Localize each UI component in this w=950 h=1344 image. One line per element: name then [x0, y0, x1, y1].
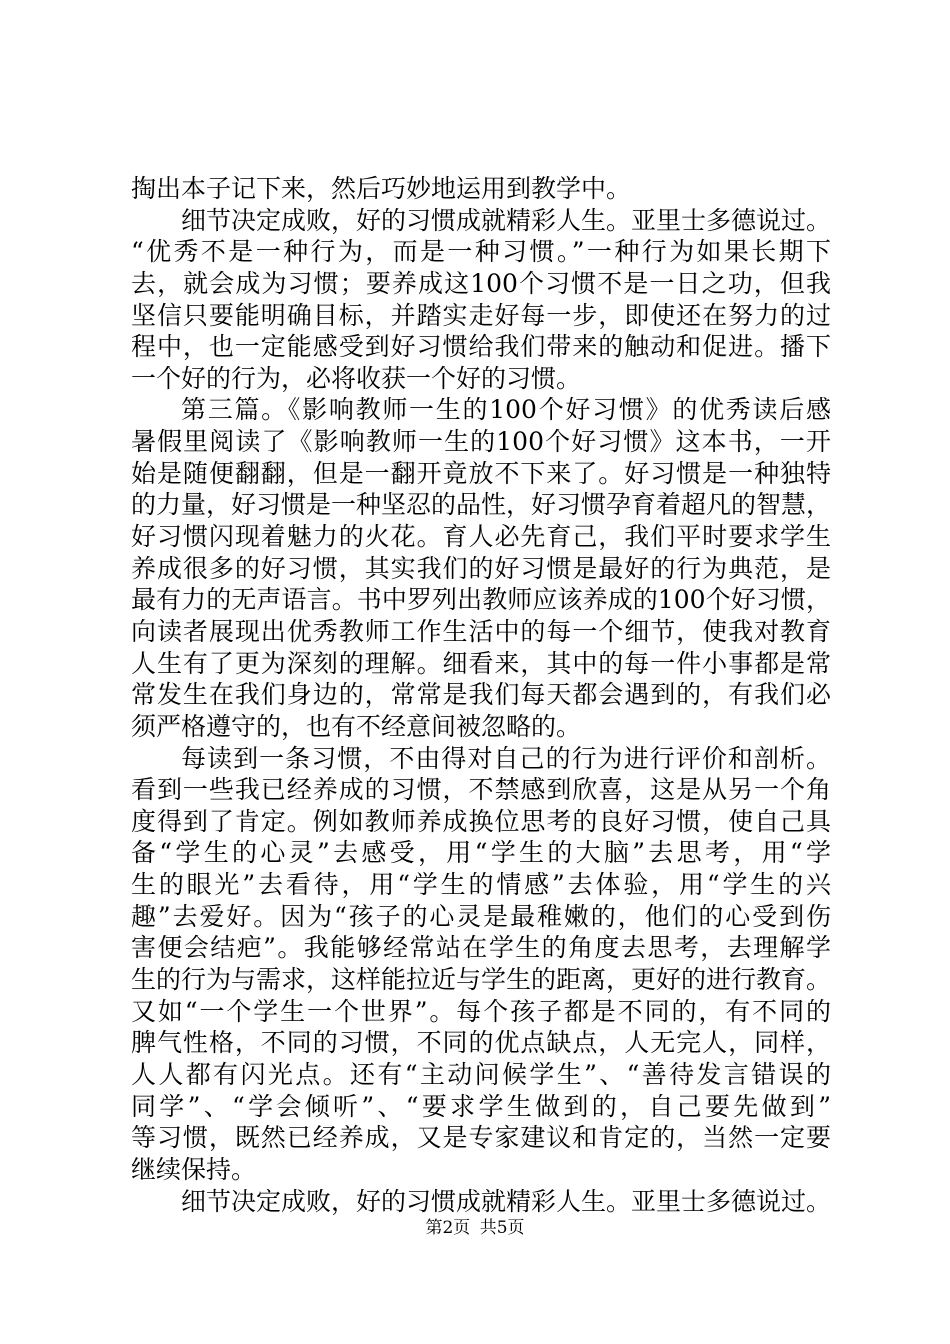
text-line: 细节决定成败，好的习惯成就精彩人生。亚里士多德说过。: [181, 1186, 831, 1216]
page-number: 第2页: [425, 1218, 471, 1238]
text-line: 又如“一个学生一个世界”。每个孩子都是不同的，有不同的: [131, 996, 831, 1026]
text-line: 始是随便翻翻，但是一翻开竟放不下来了。好习惯是一种独特: [131, 458, 831, 488]
text-line: 生的行为与需求，这样能拉近与学生的距离，更好的进行教育。: [131, 965, 831, 995]
text-line: 第三篇。《影响教师一生的100个好习惯》的优秀读后感: [181, 395, 831, 425]
text-line: 生的眼光”去看待，用“学生的情感”去体验，用“学生的兴: [131, 870, 831, 900]
text-line: 坚信只要能明确目标，并踏实走好每一步，即使还在努力的过: [131, 300, 831, 330]
text-line: 等习惯，既然已经养成，又是专家建议和肯定的，当然一定要: [131, 1123, 831, 1153]
text-line: 人生有了更为深刻的理解。细看来，其中的每一件小事都是常: [131, 648, 831, 678]
text-line: 向读者展现出优秀教师工作生活中的每一个细节，使我对教育: [131, 616, 831, 646]
text-line: 最有力的无声语言。书中罗列出教师应该养成的100个好习惯，: [131, 585, 831, 615]
text-line: 程中，也一定能感受到好习惯给我们带来的触动和促进。播下: [131, 332, 831, 362]
text-line: 暑假里阅读了《影响教师一生的100个好习惯》这本书，一开: [131, 427, 831, 457]
page-footer: [0, 1217, 950, 1239]
page-total: 共5页: [479, 1218, 525, 1238]
document-body: [131, 173, 831, 1217]
text-line: 同学”、“学会倾听”、“要求学生做到的，自己要先做到”: [131, 1091, 831, 1121]
text-line: 好习惯闪现着魅力的火花。育人必先育己，我们平时要求学生: [131, 522, 831, 552]
text-line: 须严格遵守的，也有不经意间被忽略的。: [131, 711, 582, 741]
text-line: “优秀不是一种行为，而是一种习惯。”一种行为如果长期下: [131, 237, 831, 267]
text-line: 看到一些我已经养成的习惯，不禁感到欣喜，这是从另一个角: [131, 775, 831, 805]
text-line: 备“学生的心灵”去感受，用“学生的大脑”去思考，用“学: [131, 838, 831, 868]
text-line: 细节决定成败，好的习惯成就精彩人生。亚里士多德说过。: [181, 205, 831, 235]
text-line: 脾气性格，不同的习惯，不同的优点缺点，人无完人，同样，: [131, 1028, 831, 1058]
text-line: 常发生在我们身边的，常常是我们每天都会遇到的，有我们必: [131, 680, 831, 710]
text-line: 掏出本子记下来，然后巧妙地运用到教学中。: [131, 174, 632, 203]
text-line: 的力量，好习惯是一种坚忍的品性，好习惯孕育着超凡的智慧，: [131, 490, 831, 520]
text-line: 每读到一条习惯，不由得对自己的行为进行评价和剖析。: [181, 743, 831, 773]
text-line: 害便会结疤”。我能够经常站在学生的角度去思考，去理解学: [131, 933, 831, 963]
text-line: 度得到了肯定。例如教师养成换位思考的良好习惯，使自己具: [131, 806, 831, 836]
text-line: 一个好的行为，必将收获一个好的习惯。: [131, 363, 582, 393]
text-line: 养成很多的好习惯，其实我们的好习惯是最好的行为典范，是: [131, 553, 831, 583]
text-line: 去，就会成为习惯；要养成这100个习惯不是一日之功，但我: [131, 268, 831, 298]
text-line: 人人都有闪光点。还有“主动问候学生”、“善待发言错误的: [131, 1059, 831, 1089]
text-line: 趣”去爱好。因为“孩子的心灵是最稚嫩的，他们的心受到伤: [131, 901, 831, 931]
text-line: 继续保持。: [131, 1154, 257, 1184]
